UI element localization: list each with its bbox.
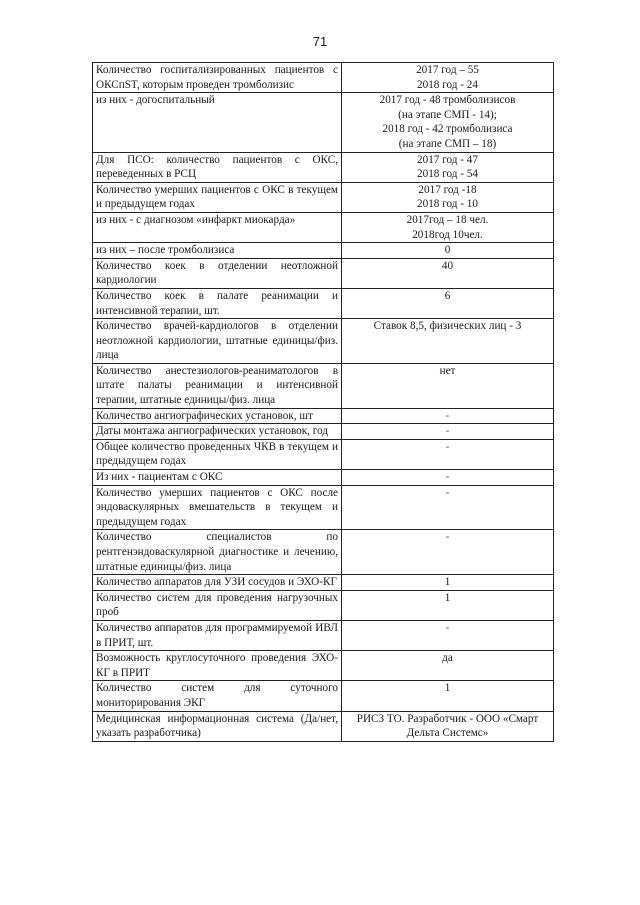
row-label: Количество умерших пациентов с ОКС в текущем и предыдущем годах [93, 182, 342, 212]
row-value [342, 152, 554, 182]
table-row [93, 319, 554, 364]
table-row [93, 152, 554, 182]
table-row [93, 530, 554, 575]
indicators-table [92, 62, 554, 742]
value-line: 2017 год – 55 [416, 64, 479, 76]
value-line: 2017 год -18 [418, 183, 477, 196]
value-line: 2018 год - 42 тромболизиса [382, 123, 513, 136]
row-label: Количество ангиографических установок, шт [93, 408, 342, 424]
table-row [93, 424, 554, 440]
table-row [93, 575, 554, 591]
row-value: да [342, 651, 554, 681]
row-label: Количество коек в отделении неотложной кардиологии [93, 258, 342, 288]
row-label: Даты монтажа ангиографических установок, год [93, 424, 342, 440]
table-row [93, 258, 554, 288]
value-line: 2017 год - 47 [417, 153, 478, 166]
value-line: РИСЗ ТО. Разработчик - ООО «Смарт [356, 712, 539, 725]
table-row [93, 681, 554, 711]
table-row [93, 485, 554, 530]
page-number: 71 [312, 34, 328, 49]
table-row [93, 182, 554, 212]
row-label: из них - догоспитальный [93, 93, 342, 152]
row-label: Возможность круглосуточного проведения ЭХО-КГ в ПРИТ [93, 651, 342, 681]
row-value: - [342, 439, 554, 469]
table-row [93, 408, 554, 424]
row-value [342, 711, 554, 741]
table-row [93, 620, 554, 650]
row-value: нет [342, 363, 554, 408]
row-label: из них - с диагнозом «инфаркт миокарда» [93, 212, 342, 242]
row-value [342, 93, 554, 152]
row-label: Количество умерших пациентов с ОКС после эндоваскулярных вмешательств в текущем и предыдущем годах [93, 485, 342, 530]
table-row [93, 470, 554, 486]
value-line: 2018 год - 54 [417, 168, 478, 181]
row-label: Количество систем для проведения нагрузочных проб [93, 590, 342, 620]
row-label: Из них - пациентам с ОКС [93, 470, 342, 486]
table-row [93, 590, 554, 620]
row-label: из них – после тромболизиса [93, 243, 342, 259]
row-value: - [342, 620, 554, 650]
row-value: Ставок 8,5, физических лиц - 3 [342, 319, 554, 364]
table-row [93, 243, 554, 259]
table-row [93, 212, 554, 242]
row-label: Количество систем для суточного мониторирования ЭКГ [93, 681, 342, 711]
table-row [93, 711, 554, 741]
row-label: Количество специалистов по рентгенэндоваскулярной диагностике и лечению, штатные единицы/физ. лица [93, 530, 342, 575]
row-value: - [342, 530, 554, 575]
row-value: 40 [342, 258, 554, 288]
row-value: 6 [342, 288, 554, 318]
row-label: Количество анестезиологов-реаниматологов в штате палаты реанимации и интенсивной терапии, штатные единицы/физ. лица [93, 363, 342, 408]
row-label: Количество аппаратов для УЗИ сосудов и ЭХО-КГ [93, 575, 342, 591]
row-value: - [342, 470, 554, 486]
row-value: - [342, 408, 554, 424]
value-line: (на этапе СМП - 14); [398, 108, 497, 121]
row-label: Количество коек в палате реанимации и интенсивной терапии, шт. [93, 288, 342, 318]
table-row [93, 363, 554, 408]
row-label: Количество аппаратов для программируемой ИВЛ в ПРИТ, шт. [93, 620, 342, 650]
table-row [93, 93, 554, 152]
value-line: 2018год 10чел. [412, 228, 483, 241]
table-row [93, 288, 554, 318]
row-value [342, 182, 554, 212]
row-value: - [342, 424, 554, 440]
value-line: 2018 год - 24 [417, 78, 478, 91]
row-value [342, 63, 554, 93]
row-value: 1 [342, 681, 554, 711]
row-label: Медицинская информационная система (Да/нет, указать разработчика) [93, 711, 342, 741]
row-value: - [342, 485, 554, 530]
table-row [93, 439, 554, 469]
row-value [342, 212, 554, 242]
row-value: 0 [342, 243, 554, 259]
row-value: 1 [342, 575, 554, 591]
table-row [93, 63, 554, 93]
value-line: Дельта Системс» [406, 727, 489, 740]
value-line: 2017год – 18 чел. [406, 213, 489, 226]
row-label: Количество госпитализированных пациентов с ОКСпST, которым проведен тромболизис [93, 63, 342, 93]
value-line: 2017 год - 48 тромболизисов [379, 94, 516, 107]
row-label: Общее количество проведенных ЧКВ в текущем и предыдущем годах [93, 439, 342, 469]
value-line: (на этапе СМП – 18) [398, 137, 497, 150]
table-row [93, 651, 554, 681]
value-line: 2018 год - 10 [417, 198, 478, 211]
row-label: Для ПСО: количество пациентов с ОКС, переведенных в РСЦ [93, 152, 342, 182]
row-value: 1 [342, 590, 554, 620]
row-label: Количество врачей-кардиологов в отделении неотложной кардиологии, штатные единицы/физ. лица [93, 319, 342, 364]
